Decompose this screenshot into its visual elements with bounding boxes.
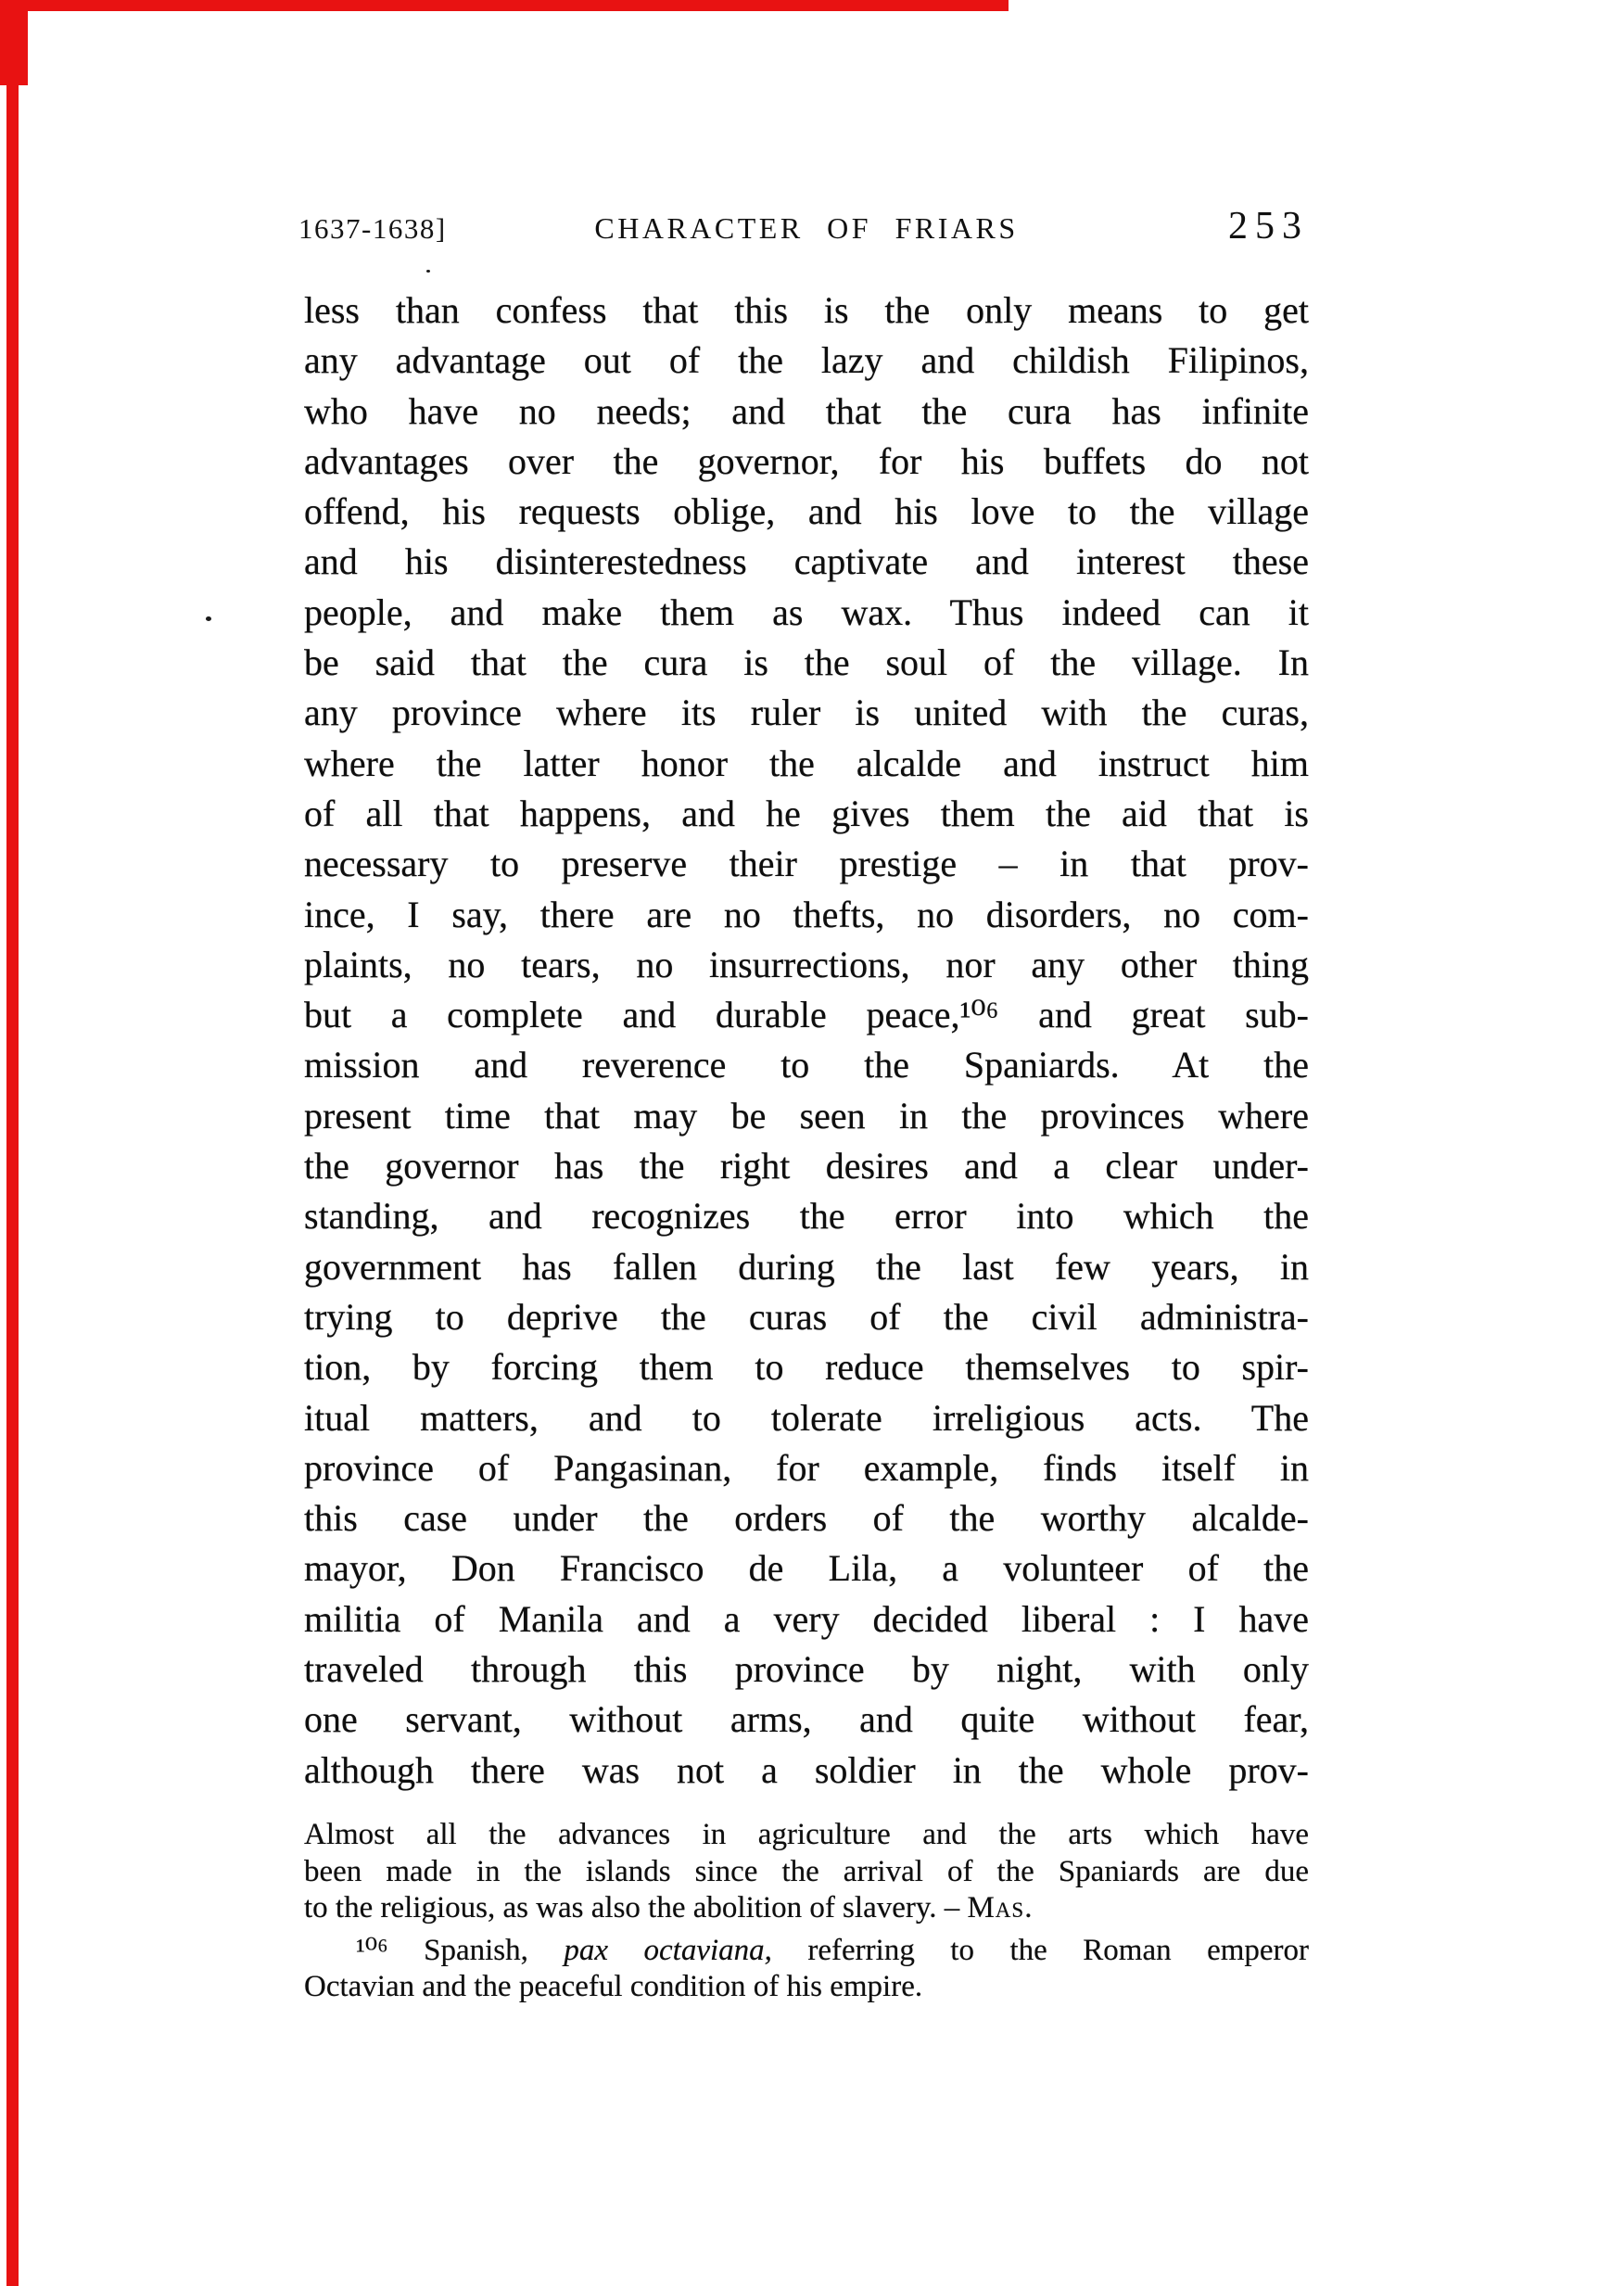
body-line: the governor has the right desires and a clear under- xyxy=(304,1145,1309,1187)
body-line: plaints, no tears, no insurrections, nor any other thing xyxy=(304,943,1309,985)
body-line: be said that the cura is the soul of the village. In xyxy=(304,641,1309,684)
header-page-number: 253 xyxy=(1228,205,1309,248)
footnote-line: Almost all the advances in agriculture and the arts which have xyxy=(304,1818,1309,1851)
body-line: any province where its ruler is united with the curas, xyxy=(304,692,1309,734)
body-line: militia of Manila and a very decided liberal : I have xyxy=(304,1597,1309,1640)
footnote-marker-and-lead: ¹⁰⁶ Spanish, xyxy=(356,1933,565,1967)
header-year-range: 1637-1638] xyxy=(298,212,447,245)
body-line: of all that happens, and he gives them the aid that is xyxy=(304,792,1309,834)
ink-speck xyxy=(206,616,211,621)
footnote-line: been made in the islands since the arrival of the Spaniards are due xyxy=(304,1854,1309,1888)
body-line: where the latter honor the alcalde and instruct him xyxy=(304,742,1309,784)
body-line: traveled through this province by night, with only xyxy=(304,1648,1309,1691)
footnote-text: referring to the Roman emperor xyxy=(771,1933,1309,1967)
body-text-block xyxy=(304,286,1309,1796)
footnote-text: to the religious, as was also the abolition of slavery. – xyxy=(304,1891,968,1925)
header-running-title: CHARACTER OF FRIARS xyxy=(594,211,1019,245)
body-line: less than confess that this is the only means to get xyxy=(304,289,1309,331)
footnote-continuation xyxy=(304,1817,1309,1927)
footnote-block xyxy=(304,1817,1309,2006)
body-line: offend, his requests oblige, and his love to the village xyxy=(304,490,1309,533)
footnote-line xyxy=(304,1933,1309,1970)
body-line: mayor, Don Francisco de Lila, a volunteer of the xyxy=(304,1547,1309,1590)
body-line: present time that may be seen in the provinces where xyxy=(304,1094,1309,1137)
body-line: necessary to preserve their prestige – in that prov- xyxy=(304,843,1309,885)
body-line: this case under the orders of the worthy alcalde- xyxy=(304,1497,1309,1540)
body-line: any advantage out of the lazy and childish Filipinos, xyxy=(304,339,1309,382)
body-line: one servant, without arms, and quite without fear, xyxy=(304,1698,1309,1741)
body-line: who have no needs; and that the cura has infinite xyxy=(304,389,1309,432)
scan-artifact-left-edge xyxy=(6,0,19,2286)
footnote-106 xyxy=(304,1933,1309,2006)
footnote-author-smallcaps: Mas. xyxy=(967,1891,1034,1925)
body-line: advantages over the governor, for his buffets do not xyxy=(304,439,1309,482)
body-line: itual matters, and to tolerate irreligious acts. The xyxy=(304,1396,1309,1439)
body-line: ince, I say, there are no thefts, no disorders, no com- xyxy=(304,893,1309,935)
body-line: and his disinterestedness captivate and interest these xyxy=(304,540,1309,583)
body-line: people, and make them as wax. Thus indeed can it xyxy=(304,591,1309,633)
body-line: although there was not a soldier in the whole prov- xyxy=(304,1748,1309,1791)
body-line: standing, and recognizes the error into which the xyxy=(304,1195,1309,1238)
body-line: but a complete and durable peace,¹⁰⁶ and great sub- xyxy=(304,994,1309,1036)
footnote-line xyxy=(304,1890,1309,1927)
footnote-italic-phrase: pax octaviana, xyxy=(564,1933,772,1967)
ink-speck xyxy=(426,270,430,273)
body-line: province of Pangasinan, for example, finds itself in xyxy=(304,1446,1309,1489)
footnote-line: Octavian and the peaceful condition of his empire. xyxy=(304,1970,923,2004)
body-line: mission and reverence to the Spaniards. At the xyxy=(304,1044,1309,1086)
body-line: government has fallen during the last few years, in xyxy=(304,1245,1309,1288)
body-line: tion, by forcing them to reduce themselves to spir- xyxy=(304,1346,1309,1389)
body-line: trying to deprive the curas of the civil administra- xyxy=(304,1295,1309,1338)
scan-artifact-top-edge xyxy=(0,0,1009,11)
